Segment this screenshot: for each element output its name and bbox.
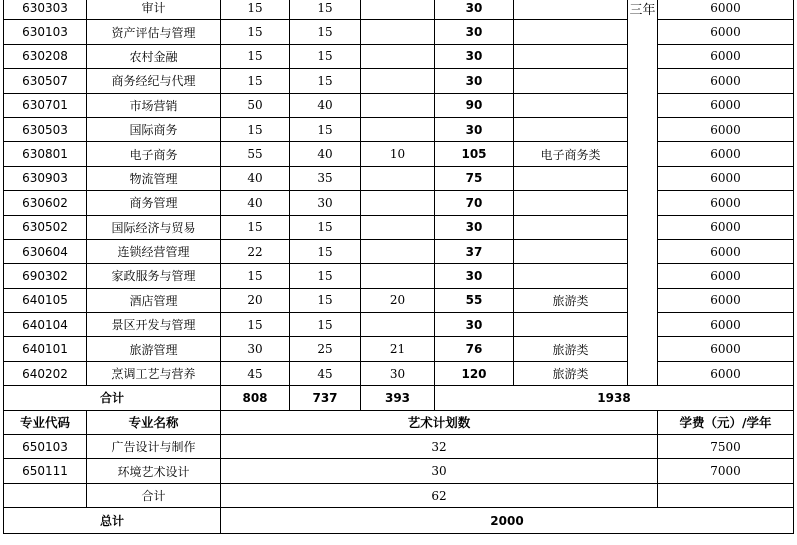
major-code: 640104 [4, 313, 87, 337]
major-count-c: 20 [361, 288, 435, 312]
major-name: 审计 [87, 0, 221, 20]
major-count-a: 40 [221, 191, 290, 215]
art-header-plan: 艺术计划数 [221, 410, 658, 434]
major-count-c [361, 69, 435, 93]
major-count-a: 50 [221, 93, 290, 117]
art-header-row [4, 410, 794, 434]
grand-total-label: 总计 [4, 508, 221, 534]
grand-total-row [4, 508, 794, 534]
major-count-b: 15 [290, 117, 361, 141]
major-code: 630602 [4, 191, 87, 215]
major-fee: 6000 [658, 264, 794, 288]
major-code: 630303 [4, 0, 87, 20]
major-code: 630103 [4, 20, 87, 44]
major-count-b: 15 [290, 20, 361, 44]
major-count-a: 22 [221, 239, 290, 263]
major-count-c: 21 [361, 337, 435, 361]
major-count-a: 15 [221, 215, 290, 239]
major-name: 物流管理 [87, 166, 221, 190]
major-row [4, 166, 794, 190]
major-code: 630208 [4, 44, 87, 68]
major-count-c: 10 [361, 142, 435, 166]
major-count-b: 30 [290, 191, 361, 215]
major-count-a: 15 [221, 264, 290, 288]
major-code: 640202 [4, 361, 87, 385]
enrollment-plan-table [3, 0, 794, 534]
art-major-code: 650103 [4, 435, 87, 459]
art-subtotal-plan: 62 [221, 483, 658, 507]
major-name: 酒店管理 [87, 288, 221, 312]
grand-total-value: 2000 [221, 508, 794, 534]
major-count-b: 15 [290, 69, 361, 93]
major-count-c [361, 117, 435, 141]
major-count-c [361, 20, 435, 44]
major-name: 商务经纪与代理 [87, 69, 221, 93]
major-count-c [361, 0, 435, 20]
subtotal-row [4, 386, 794, 410]
major-total: 76 [435, 337, 514, 361]
major-count-a: 20 [221, 288, 290, 312]
major-fee: 6000 [658, 215, 794, 239]
major-category: 电子商务类 [514, 142, 628, 166]
major-total: 30 [435, 264, 514, 288]
major-total: 30 [435, 0, 514, 20]
art-header-code: 专业代码 [4, 410, 87, 434]
enrollment-plan-table-wrapper [3, 0, 793, 534]
major-total: 37 [435, 239, 514, 263]
major-row [4, 117, 794, 141]
major-count-a: 15 [221, 0, 290, 20]
major-count-b: 15 [290, 44, 361, 68]
major-row [4, 0, 794, 20]
major-code: 630502 [4, 215, 87, 239]
major-row [4, 69, 794, 93]
major-name: 景区开发与管理 [87, 313, 221, 337]
art-header-fee: 学费（元）/学年 [658, 410, 794, 434]
major-fee: 6000 [658, 288, 794, 312]
major-count-a: 40 [221, 166, 290, 190]
major-code: 640105 [4, 288, 87, 312]
art-major-code: 650111 [4, 459, 87, 483]
major-fee: 6000 [658, 0, 794, 20]
subtotal-a: 808 [221, 386, 290, 410]
major-total: 120 [435, 361, 514, 385]
major-row [4, 239, 794, 263]
major-fee: 6000 [658, 20, 794, 44]
major-count-c: 30 [361, 361, 435, 385]
major-count-a: 55 [221, 142, 290, 166]
art-subtotal-spacer [4, 483, 87, 507]
art-subtotal-row [4, 483, 794, 507]
art-major-plan: 32 [221, 435, 658, 459]
major-category [514, 44, 628, 68]
major-count-b: 15 [290, 239, 361, 263]
major-count-b: 40 [290, 93, 361, 117]
major-row [4, 361, 794, 385]
major-row [4, 93, 794, 117]
major-count-c [361, 264, 435, 288]
major-fee: 6000 [658, 93, 794, 117]
major-category [514, 215, 628, 239]
major-count-a: 15 [221, 20, 290, 44]
art-major-fee: 7500 [658, 435, 794, 459]
major-fee: 6000 [658, 313, 794, 337]
major-count-b: 15 [290, 215, 361, 239]
major-category [514, 93, 628, 117]
major-fee: 6000 [658, 142, 794, 166]
major-category [514, 264, 628, 288]
major-category: 旅游类 [514, 288, 628, 312]
subtotal-total: 1938 [435, 386, 794, 410]
major-name: 电子商务 [87, 142, 221, 166]
major-code: 630903 [4, 166, 87, 190]
major-total: 30 [435, 117, 514, 141]
major-row [4, 191, 794, 215]
major-count-c [361, 166, 435, 190]
major-category: 旅游类 [514, 361, 628, 385]
art-major-plan: 30 [221, 459, 658, 483]
major-count-c [361, 44, 435, 68]
major-count-c [361, 191, 435, 215]
major-row [4, 20, 794, 44]
major-name: 连锁经营管理 [87, 239, 221, 263]
major-row [4, 313, 794, 337]
major-count-b: 35 [290, 166, 361, 190]
major-count-b: 15 [290, 264, 361, 288]
art-major-name: 环境艺术设计 [87, 459, 221, 483]
major-total: 75 [435, 166, 514, 190]
major-fee: 6000 [658, 117, 794, 141]
art-major-row [4, 435, 794, 459]
art-subtotal-fee-empty [658, 483, 794, 507]
major-code: 630507 [4, 69, 87, 93]
major-count-b: 25 [290, 337, 361, 361]
major-row [4, 44, 794, 68]
subtotal-b: 737 [290, 386, 361, 410]
major-code: 630801 [4, 142, 87, 166]
major-count-a: 15 [221, 117, 290, 141]
major-category [514, 0, 628, 20]
major-name: 资产评估与管理 [87, 20, 221, 44]
major-row [4, 142, 794, 166]
major-fee: 6000 [658, 239, 794, 263]
major-name: 农村金融 [87, 44, 221, 68]
subtotal-label: 合计 [4, 386, 221, 410]
art-header-name: 专业名称 [87, 410, 221, 434]
art-subtotal-label: 合计 [87, 483, 221, 507]
major-count-a: 15 [221, 44, 290, 68]
major-total: 70 [435, 191, 514, 215]
major-name: 家政服务与管理 [87, 264, 221, 288]
major-total: 30 [435, 20, 514, 44]
major-name: 国际商务 [87, 117, 221, 141]
major-code: 630604 [4, 239, 87, 263]
major-category [514, 166, 628, 190]
major-row [4, 337, 794, 361]
major-fee: 6000 [658, 191, 794, 215]
major-category [514, 117, 628, 141]
major-count-a: 45 [221, 361, 290, 385]
major-count-c [361, 215, 435, 239]
major-fee: 6000 [658, 361, 794, 385]
major-code: 690302 [4, 264, 87, 288]
major-total: 90 [435, 93, 514, 117]
major-row [4, 288, 794, 312]
major-name: 商务管理 [87, 191, 221, 215]
major-count-a: 15 [221, 69, 290, 93]
major-code: 630701 [4, 93, 87, 117]
major-count-b: 40 [290, 142, 361, 166]
major-fee: 6000 [658, 337, 794, 361]
major-count-a: 15 [221, 313, 290, 337]
major-count-c [361, 313, 435, 337]
major-count-b: 45 [290, 361, 361, 385]
major-name: 烹调工艺与营养 [87, 361, 221, 385]
major-category: 旅游类 [514, 337, 628, 361]
major-category [514, 191, 628, 215]
subtotal-c: 393 [361, 386, 435, 410]
art-major-fee: 7000 [658, 459, 794, 483]
major-name: 旅游管理 [87, 337, 221, 361]
major-category [514, 239, 628, 263]
major-count-c [361, 239, 435, 263]
art-major-name: 广告设计与制作 [87, 435, 221, 459]
major-name: 国际经济与贸易 [87, 215, 221, 239]
major-count-b: 15 [290, 0, 361, 20]
major-total: 30 [435, 215, 514, 239]
major-count-a: 30 [221, 337, 290, 361]
major-count-b: 15 [290, 288, 361, 312]
art-major-row [4, 459, 794, 483]
major-fee: 6000 [658, 69, 794, 93]
study-length-cell: 三年 [628, 0, 658, 386]
major-total: 30 [435, 44, 514, 68]
major-count-b: 15 [290, 313, 361, 337]
major-code: 640101 [4, 337, 87, 361]
major-row [4, 264, 794, 288]
major-row [4, 215, 794, 239]
major-category [514, 20, 628, 44]
major-name: 市场营销 [87, 93, 221, 117]
major-fee: 6000 [658, 44, 794, 68]
major-category [514, 69, 628, 93]
major-total: 105 [435, 142, 514, 166]
major-code: 630503 [4, 117, 87, 141]
major-total: 55 [435, 288, 514, 312]
major-fee: 6000 [658, 166, 794, 190]
major-total: 30 [435, 313, 514, 337]
major-total: 30 [435, 69, 514, 93]
major-category [514, 313, 628, 337]
major-count-c [361, 93, 435, 117]
